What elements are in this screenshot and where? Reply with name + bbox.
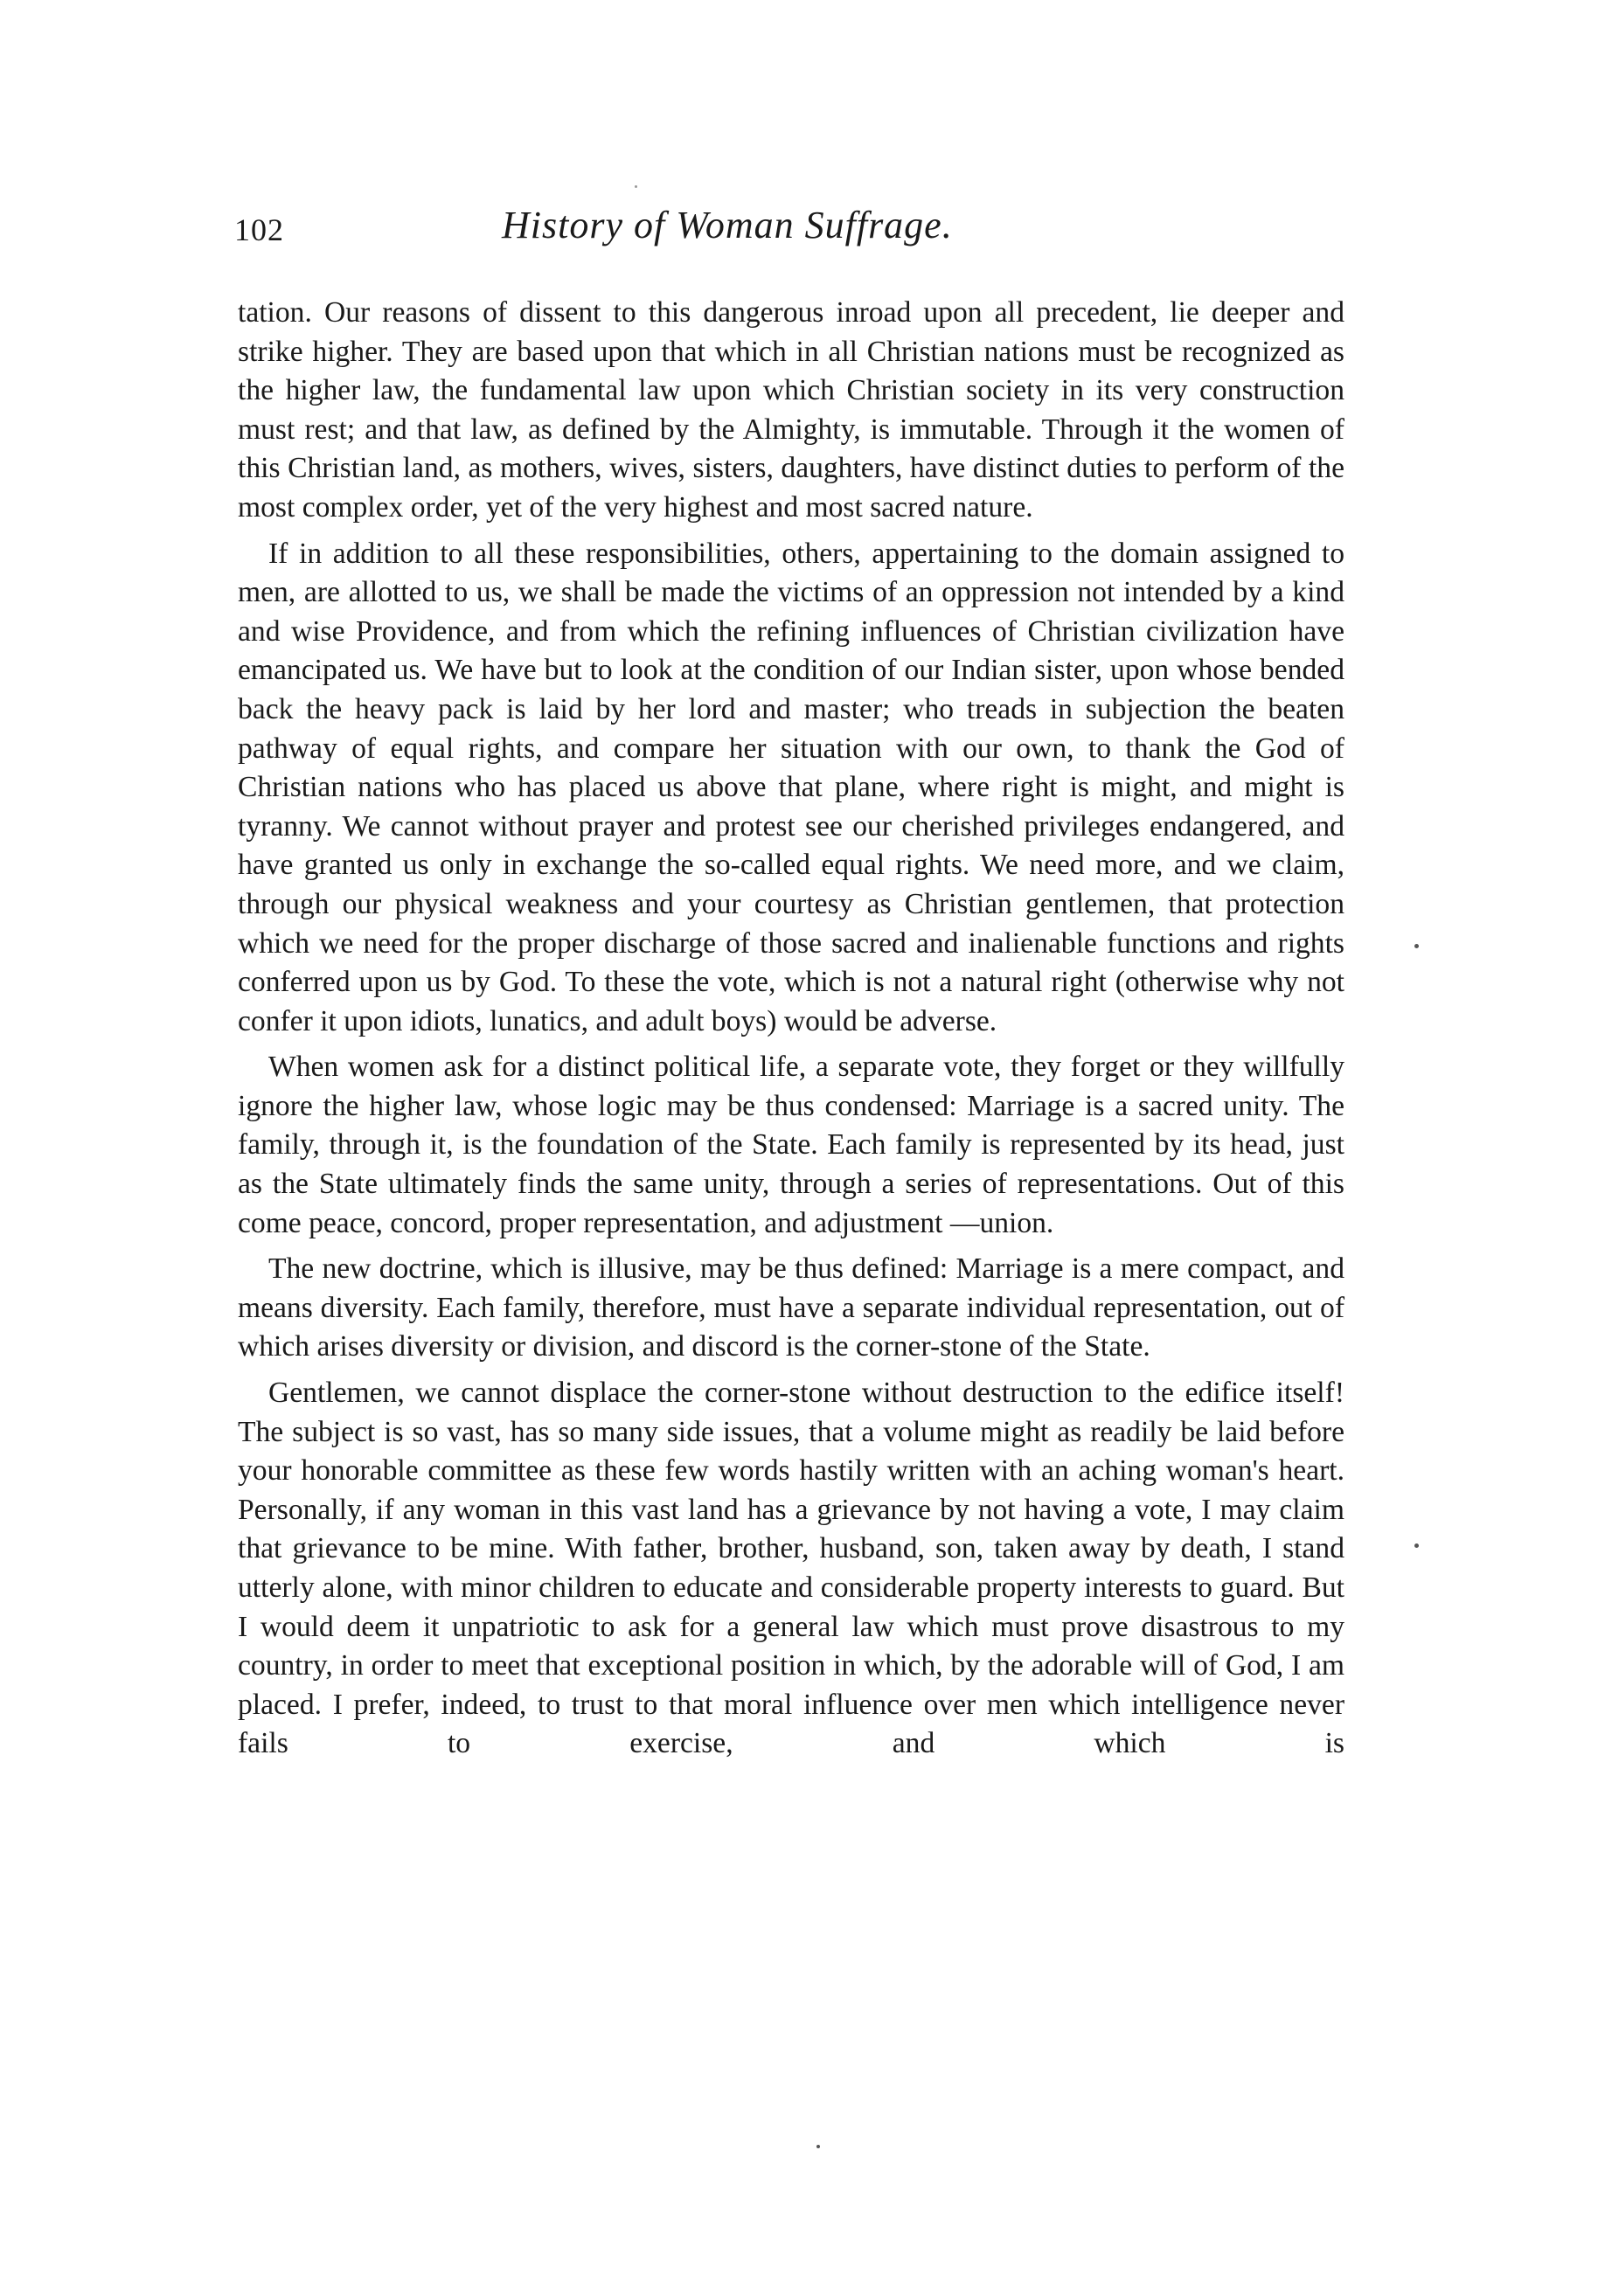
- paragraph-truncated: Gentlemen, we cannot displace the corner-stone without destruction to the edifice itself! The subject is so vast, has so many side issues, that a volume might as readily be laid before your honorable committee as these few words hastily written with an aching woman's heart. Personally, if any woman in this vast land has a grievance by not having a vote, I may claim that grievance to be mine. With father, brother, husband, son, taken away by death, I stand utterly alone, with minor children to educate and considerable property interests to guard. But I would deem it unpatriotic to ask for a general law which must prove disastrous to my country, in order to meet that exceptional position in which, by the adorable will of God, I am placed. I prefer, indeed, to trust to that moral influence over men which intelligence never fails to exercise, and which is: [238, 1377, 1344, 1760]
- print-speck: [816, 2145, 820, 2148]
- paragraph: If in addition to all these responsibilities, others, appertaining to the domain assigned to men, are allotted to us, we shall be made the victims of an oppression not intended by a kind and wise Providence, and from which the refining influences of Christian civilization have emancipated us. We have but to look at the condition of our Indian sister, upon whose bended back the heavy pack is laid by her lord and master; who treads in subjection the beaten pathway of equal rights, and compare her situation with our own, to thank the God of Christian nations who has placed us above that plane, where right is might, and might is tyranny. We cannot without prayer and protest see our cherished privileges endangered, and have granted us only in exchange the so-called equal rights. We need more, and we claim, through our physical weakness and your courtesy as Christian gentlemen, that protection which we need for the proper discharge of those sacred and inalienable functions and rights conferred upon us by God. To these the vote, which is not a natural right (otherwise why not confer it upon idiots, lunatics, and adult boys) would be adverse.: [238, 537, 1344, 1037]
- print-speck: [1414, 1543, 1419, 1548]
- running-title: History of Woman Suffrage.: [502, 204, 953, 246]
- paragraph: The new doctrine, which is illusive, may be thus defined: Marriage is a mere compact, and means diversity. Each family, therefore, must have a separate individual representation, out of which arises diversity or division, and discord is the corner-stone of the State.: [238, 1252, 1344, 1363]
- print-speck: [635, 185, 637, 188]
- page-number: 102: [234, 212, 284, 247]
- print-speck: [1414, 944, 1419, 948]
- body-text: [238, 294, 1344, 1771]
- paragraph-continued: tation. Our reasons of dissent to this dangerous inroad upon all precedent, lie deeper and strike higher. They are based upon that which in all Christian nations must be recognized as the higher law, the fundamental law upon which Christian society in its very construction must rest; and that law, as defined by the Almighty, is immutable. Through it the women of this Christian land, as mothers, wives, sisters, daughters, have distinct duties to perform of the most complex order, yet of the very highest and most sacred nature.: [238, 296, 1344, 524]
- paragraph: When women ask for a distinct political life, a separate vote, they forget or they willfully ignore the higher law, whose logic may be thus condensed: Marriage is a sacred unity. The family, through it, is the foundation of the State. Each family is represented by its head, just as the State ultimately finds the same unity, through a series of representations. Out of this come peace, concord, proper representation, and adjustment —union.: [238, 1051, 1344, 1239]
- page-header: [234, 203, 1344, 264]
